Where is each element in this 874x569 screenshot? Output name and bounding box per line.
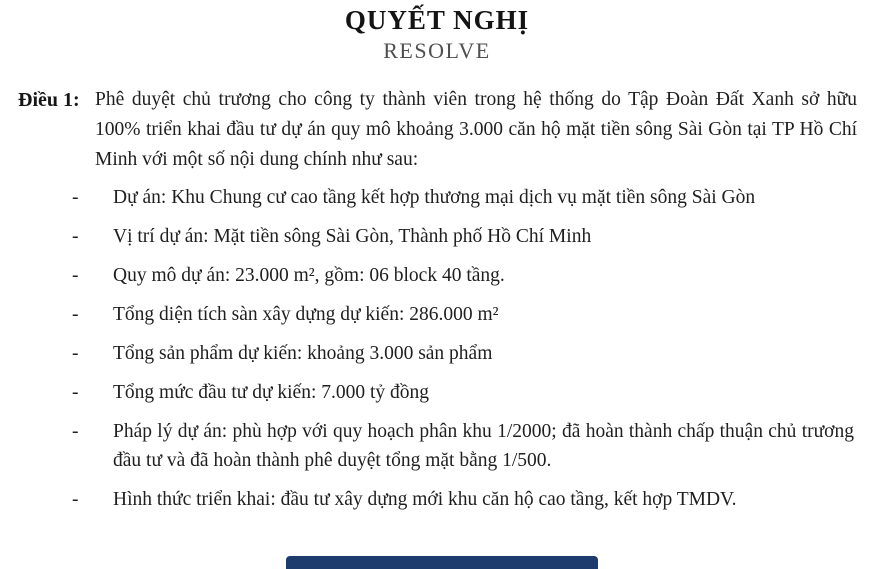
bullet-item [72, 339, 854, 368]
bullet-text: Hình thức triển khai: đầu tư xây dựng mới khu căn hộ cao tầng, kết hợp TMDV. [113, 489, 737, 510]
bullet-item [72, 261, 854, 290]
bullet-item [72, 183, 854, 212]
article-body: Phê duyệt chủ trương cho công ty thành viên trong hệ thống do Tập Đoàn Đất Xanh sở hữu 100% triển khai đầu tư dự án quy mô khoảng 3.000 căn hộ mặt tiền sông Sài Gòn tại TP Hồ Chí Minh với một số nội dung chính như sau: [95, 89, 857, 170]
bullet-item [72, 222, 854, 251]
page-subtitle: RESOLVE [383, 38, 491, 63]
bullet-text: Pháp lý dự án: phù hợp với quy hoạch phân khu 1/2000; đã hoàn thành chấp thuận chủ trương đầu tư và đã hoàn thành phê duyệt tổng mặt bằng 1/500. [113, 421, 854, 471]
bullet-text: Vị trí dự án: Mặt tiền sông Sài Gòn, Thành phố Hồ Chí Minh [113, 226, 592, 247]
bullet-marker: - [72, 382, 79, 403]
bullet-item [72, 300, 854, 329]
bullet-item [72, 417, 854, 475]
article-1 [18, 85, 857, 175]
document-header [0, 0, 874, 64]
redaction-bar [286, 556, 598, 569]
bullet-item [72, 378, 854, 407]
bullet-marker: - [72, 489, 79, 510]
page-title: QUYẾT NGHỊ [344, 5, 530, 35]
bullet-text: Dự án: Khu Chung cư cao tầng kết hợp thương mại dịch vụ mặt tiền sông Sài Gòn [113, 187, 756, 208]
bullet-marker: - [72, 304, 79, 325]
bullet-text: Tổng sản phẩm dự kiến: khoảng 3.000 sản phẩm [113, 343, 493, 364]
bullet-marker: - [72, 343, 79, 364]
article-label: Điều 1: [18, 89, 80, 111]
bullet-marker: - [72, 265, 79, 286]
bullet-list [72, 183, 854, 514]
bullet-text: Quy mô dự án: 23.000 m², gồm: 06 block 40 tầng. [113, 265, 505, 286]
bullet-item [72, 485, 854, 514]
bullet-marker: - [72, 187, 79, 208]
bullet-marker: - [72, 421, 79, 442]
bullet-text: Tổng mức đầu tư dự kiến: 7.000 tỷ đồng [113, 382, 430, 403]
bullet-marker: - [72, 226, 79, 247]
bullet-text: Tổng diện tích sàn xây dựng dự kiến: 286.000 m² [113, 304, 499, 325]
